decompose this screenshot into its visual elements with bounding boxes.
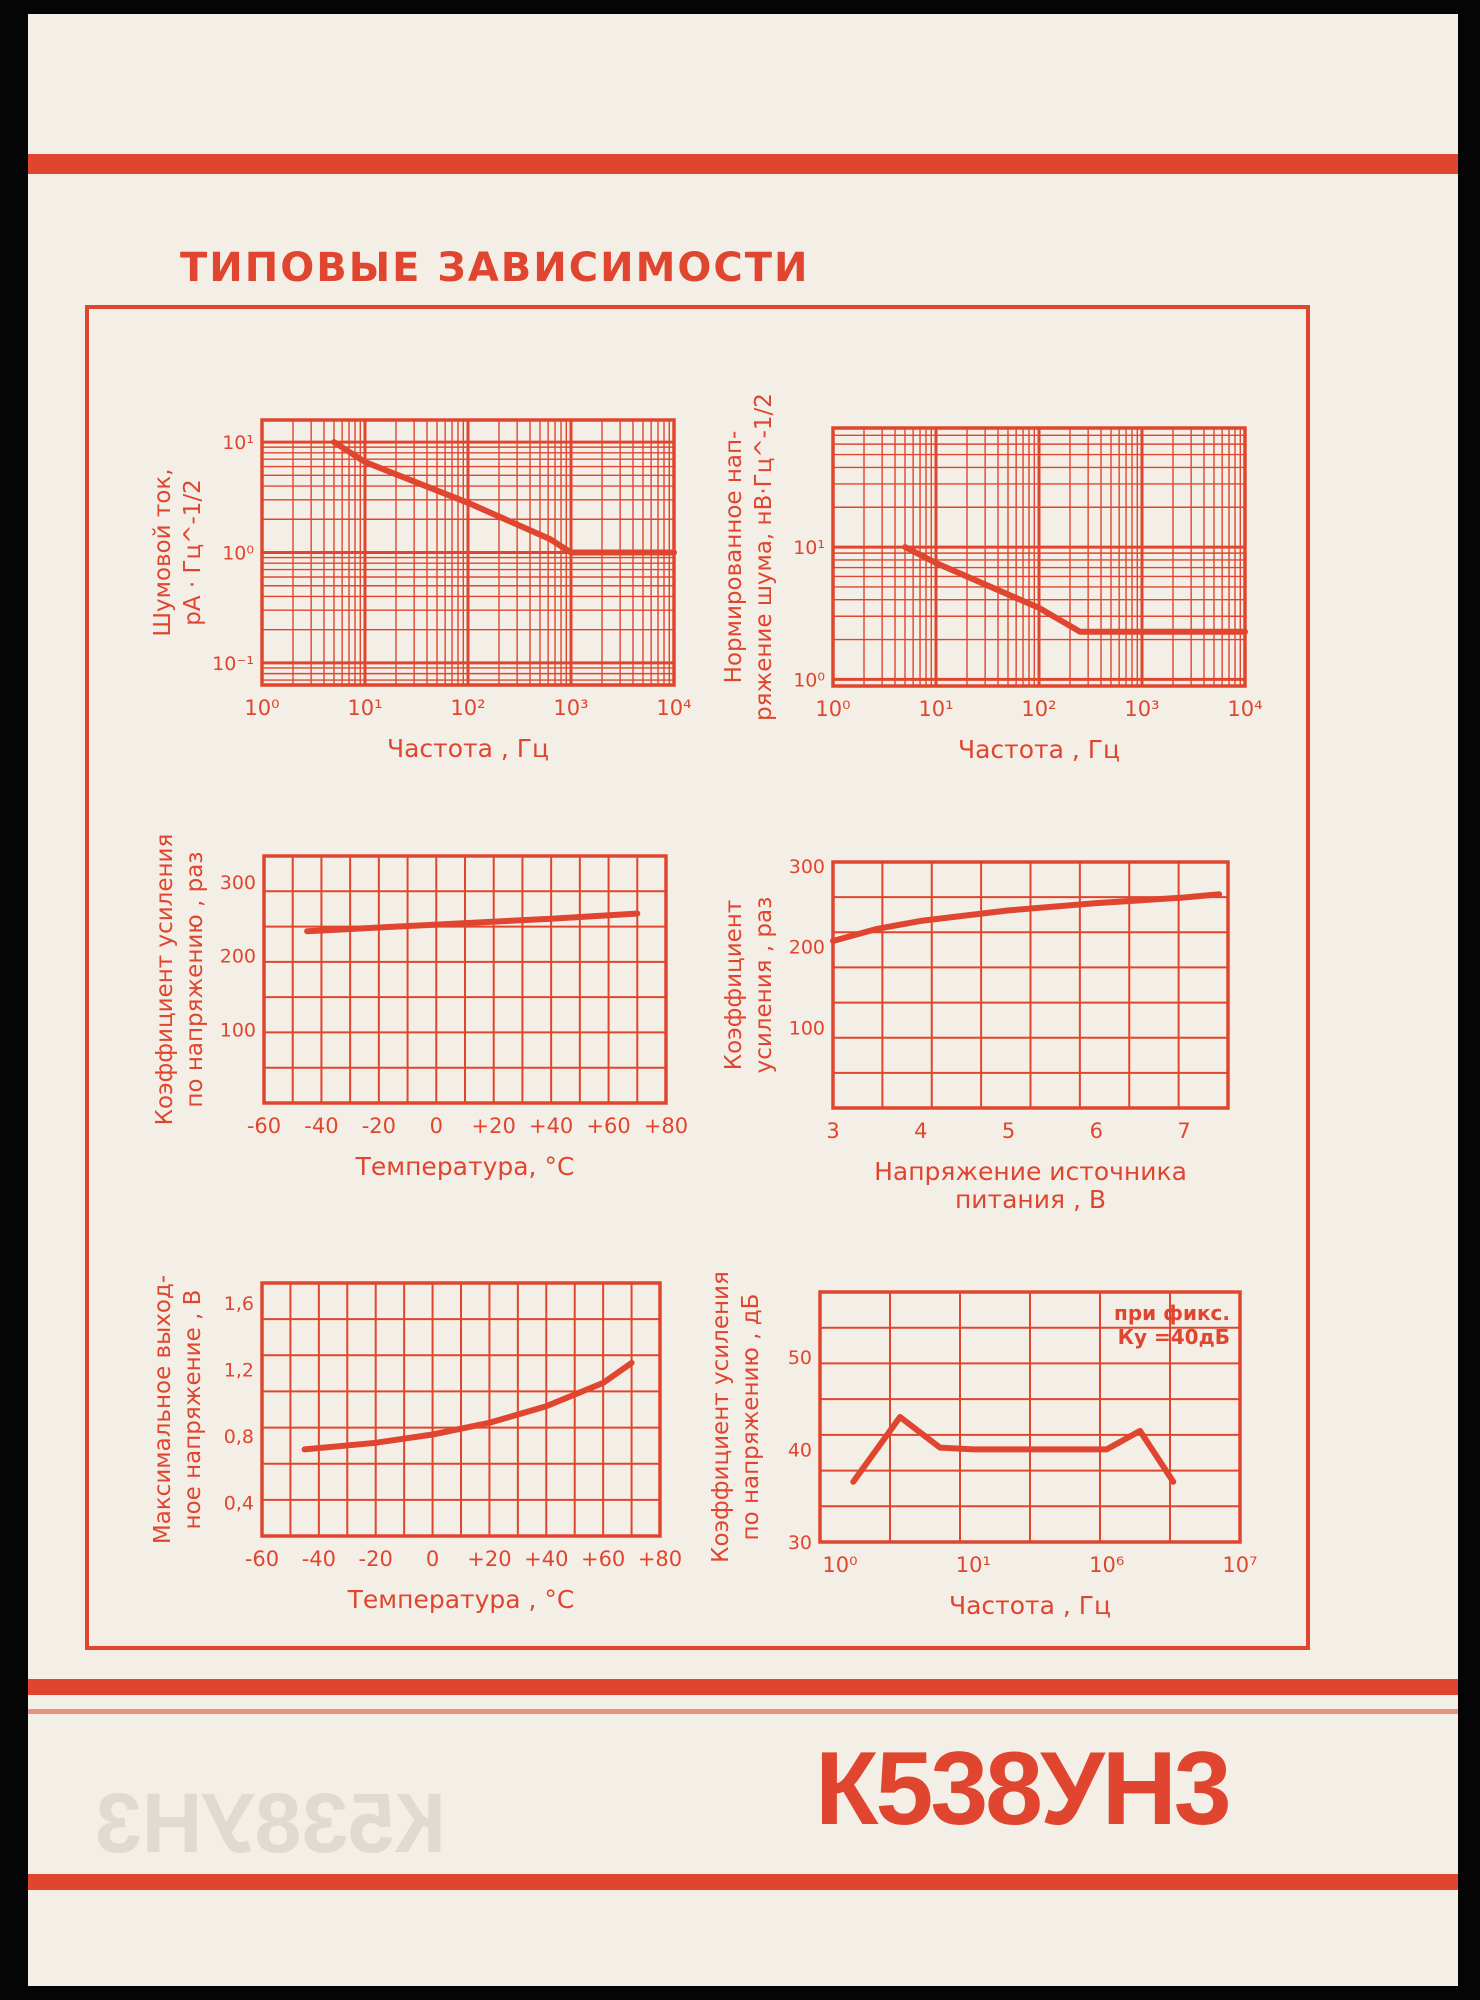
ghost-code-bleedthrough: К538УН3 bbox=[95, 1776, 447, 1870]
max-output-vs-temp-y-axis-label: ное напряжение , В bbox=[180, 1289, 206, 1530]
gain-vs-freq-y-tick-label: 50 bbox=[787, 1346, 812, 1369]
noise-voltage-x-tick-label: 10⁰ bbox=[815, 697, 851, 721]
noise-current-x-tick-label: 10² bbox=[450, 696, 486, 720]
gain-vs-supply-y-tick-label: 100 bbox=[788, 1017, 825, 1040]
gain-vs-supply-x-tick-label: 7 bbox=[1177, 1119, 1191, 1143]
gain-vs-temp-x-tick-label: +20 bbox=[471, 1114, 516, 1138]
max-output-vs-temp-y-tick-label: 1,6 bbox=[223, 1292, 254, 1315]
noise-voltage-x-axis-label: Частота , Гц bbox=[957, 735, 1121, 764]
page-title: ТИПОВЫЕ ЗАВИСИМОСТИ bbox=[180, 245, 810, 291]
gain-vs-freq-chart bbox=[708, 1271, 1258, 1620]
gain-vs-temp-x-tick-label: 0 bbox=[429, 1114, 443, 1138]
gain-vs-temp-y-tick-label: 100 bbox=[219, 1019, 256, 1042]
noise-current-x-tick-label: 10¹ bbox=[347, 696, 383, 720]
noise-voltage-y-tick-label: 10¹ bbox=[793, 537, 825, 560]
gain-vs-supply-series-line bbox=[833, 894, 1219, 941]
gain-vs-freq-x-axis-label: Частота , Гц bbox=[948, 1591, 1112, 1620]
noise-current-y-tick-label: 10⁻¹ bbox=[212, 652, 254, 675]
noise-voltage-chart bbox=[721, 393, 1263, 764]
max-output-vs-temp-x-axis-label: Температура , °С bbox=[347, 1585, 575, 1614]
gain-vs-supply-x-axis-label: питания , В bbox=[954, 1185, 1107, 1214]
noise-current-y-tick-label: 10⁰ bbox=[222, 542, 254, 565]
noise-voltage-x-tick-label: 10¹ bbox=[918, 697, 954, 721]
max-output-vs-temp-y-tick-label: 0,4 bbox=[223, 1492, 254, 1515]
max-output-vs-temp-x-tick-label: +80 bbox=[637, 1547, 683, 1571]
noise-current-x-axis-label: Частота , Гц bbox=[386, 734, 550, 763]
max-output-vs-temp-x-tick-label: 0 bbox=[425, 1547, 440, 1571]
gain-vs-freq-y-axis-label: по напряжению , дБ bbox=[738, 1293, 764, 1541]
gain-vs-temp-y-axis-label: по напряжению , раз bbox=[182, 851, 208, 1108]
max-output-vs-temp-x-tick-label: -60 bbox=[244, 1547, 280, 1571]
noise-voltage-y-axis-label: ряжение шума, нВ·Гц^-1/2 bbox=[751, 393, 777, 721]
gain-vs-supply-y-tick-label: 200 bbox=[788, 936, 825, 959]
gain-vs-temp-x-tick-label: -20 bbox=[361, 1114, 397, 1138]
noise-current-y-axis-label: pA · Гц^-1/2 bbox=[180, 479, 206, 626]
noise-current-chart bbox=[150, 420, 692, 763]
product-code: К538УН3 bbox=[815, 1731, 1229, 1847]
gain-vs-supply-x-tick-label: 3 bbox=[826, 1119, 840, 1143]
max-output-vs-temp-x-tick-label: +20 bbox=[467, 1547, 512, 1571]
max-output-vs-temp-y-axis-label: Максимальное выход- bbox=[150, 1274, 176, 1545]
gain-vs-freq-y-tick-label: 40 bbox=[787, 1439, 812, 1462]
max-output-vs-temp-x-tick-label: +40 bbox=[524, 1547, 569, 1571]
gain-vs-temp-series-line bbox=[307, 914, 637, 932]
gain-vs-supply-x-tick-label: 4 bbox=[914, 1119, 928, 1143]
noise-voltage-y-axis-label: Нормированное нап- bbox=[721, 430, 747, 684]
noise-voltage-x-tick-label: 10³ bbox=[1124, 697, 1160, 721]
gain-vs-supply-x-tick-label: 5 bbox=[1001, 1119, 1016, 1143]
gain-vs-freq-x-tick-label: 10⁰ bbox=[822, 1553, 858, 1577]
gain-vs-temp-y-axis-label: Коэффициент усиления bbox=[152, 833, 178, 1126]
gain-vs-temp-chart bbox=[152, 834, 688, 1181]
gain-vs-supply-x-tick-label: 6 bbox=[1089, 1119, 1104, 1143]
gain-vs-freq-x-tick-label: 10¹ bbox=[955, 1553, 991, 1577]
noise-current-x-tick-label: 10⁰ bbox=[244, 696, 280, 720]
gain-vs-temp-y-tick-label: 300 bbox=[219, 871, 256, 894]
max-output-vs-temp-x-tick-label: -20 bbox=[358, 1547, 393, 1571]
max-output-vs-temp-x-tick-label: +60 bbox=[580, 1547, 626, 1571]
max-output-vs-temp-series-line bbox=[305, 1363, 632, 1450]
gain-vs-supply-x-axis-label: Напряжение источника bbox=[874, 1157, 1187, 1186]
gain-vs-temp-x-axis-label: Температура, °С bbox=[355, 1152, 575, 1181]
gain-vs-temp-x-tick-label: +80 bbox=[643, 1114, 689, 1138]
gain-vs-temp-x-tick-label: -40 bbox=[304, 1114, 339, 1138]
gain-vs-temp-x-tick-label: -60 bbox=[246, 1114, 282, 1138]
gain-vs-freq-annotation: при фикс. bbox=[1114, 1301, 1230, 1325]
gain-vs-supply-chart bbox=[721, 856, 1228, 1214]
noise-current-y-axis-label: Шумовой ток, bbox=[150, 468, 176, 637]
noise-voltage-x-tick-label: 10⁴ bbox=[1227, 697, 1263, 721]
max-output-vs-temp-x-tick-label: -40 bbox=[301, 1547, 337, 1571]
gain-vs-freq-y-axis-label: Коэффициент усиления bbox=[708, 1271, 734, 1563]
noise-voltage-x-tick-label: 10² bbox=[1021, 697, 1057, 721]
max-output-vs-temp-y-tick-label: 0,8 bbox=[223, 1426, 254, 1449]
noise-current-x-tick-label: 10³ bbox=[553, 696, 589, 720]
noise-voltage-y-tick-label: 10⁰ bbox=[793, 669, 825, 692]
gain-vs-temp-x-tick-label: +40 bbox=[528, 1114, 574, 1138]
gain-vs-freq-y-tick-label: 30 bbox=[787, 1532, 812, 1554]
gain-vs-supply-y-tick-label: 300 bbox=[788, 856, 825, 879]
gain-vs-freq-series-line bbox=[853, 1417, 1173, 1482]
max-output-vs-temp-y-tick-label: 1,2 bbox=[223, 1359, 254, 1382]
gain-vs-temp-x-tick-label: +60 bbox=[586, 1114, 631, 1138]
noise-current-x-tick-label: 10⁴ bbox=[656, 696, 692, 720]
gain-vs-temp-y-tick-label: 200 bbox=[219, 945, 256, 968]
gain-vs-freq-x-tick-label: 10⁷ bbox=[1222, 1553, 1258, 1577]
gain-vs-supply-y-axis-label: усиления , раз bbox=[751, 896, 777, 1074]
max-output-vs-temp-chart bbox=[150, 1275, 682, 1614]
noise-current-y-tick-label: 10¹ bbox=[222, 432, 254, 455]
gain-vs-supply-y-axis-label: Коэффициент bbox=[721, 899, 747, 1071]
gain-vs-freq-x-tick-label: 10⁶ bbox=[1089, 1553, 1125, 1577]
gain-vs-freq-annotation: Ку =40дБ bbox=[1117, 1325, 1230, 1349]
